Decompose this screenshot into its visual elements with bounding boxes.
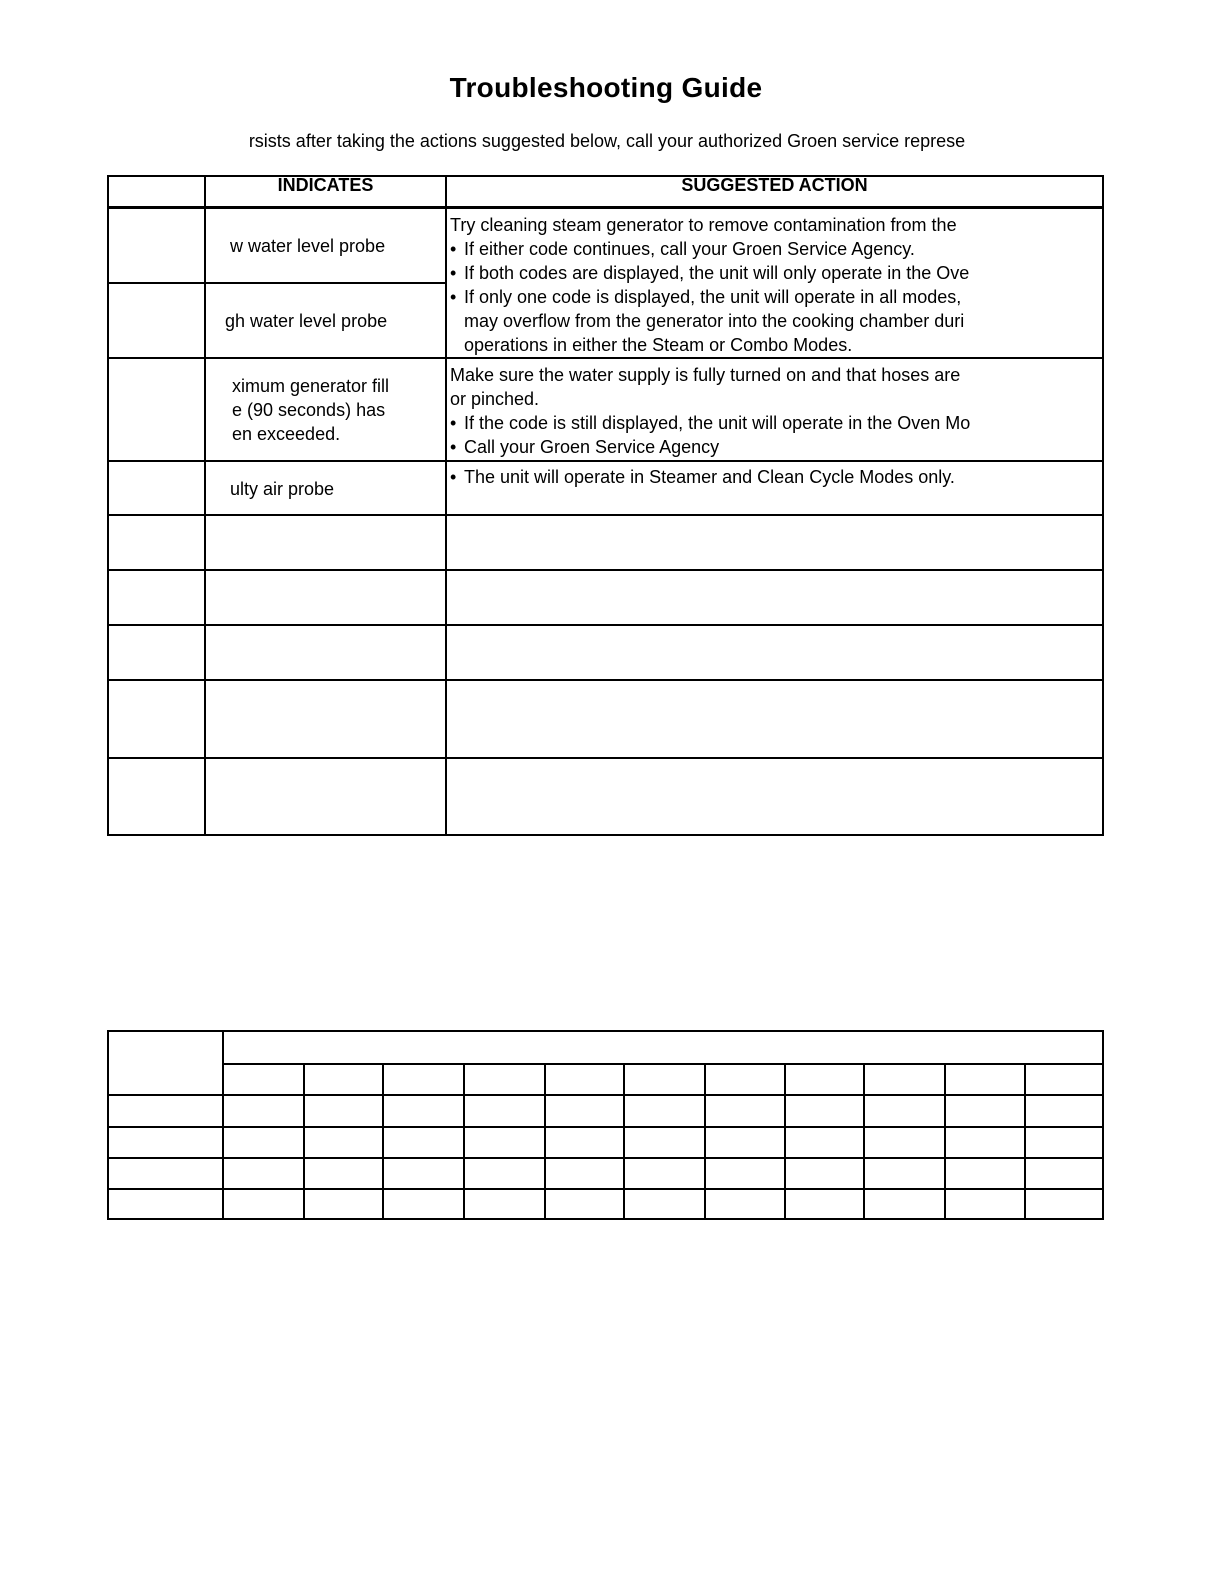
- action-bullet-line: • If either code continues, call your Groen Service Agency.: [450, 239, 915, 259]
- action-cell: [447, 465, 1102, 514]
- indicates-text: gh water level probe: [225, 310, 388, 331]
- action-continuation-line: operations in either the Steam or Combo Modes.: [464, 335, 853, 355]
- action-bullet-line: • Call your Groen Service Agency: [450, 437, 720, 457]
- header-indicates: INDICATES: [277, 175, 374, 195]
- header-suggested-action: SUGGESTED ACTION: [681, 175, 868, 195]
- page-subtitle: rsists after taking the actions suggested below, call your authorized Groen service represe: [248, 131, 966, 151]
- action-cell: [447, 363, 1102, 460]
- action-line: Try cleaning steam generator to remove contamination from the: [450, 215, 957, 235]
- action-cell: [447, 213, 1102, 357]
- action-continuation-line: may overflow from the generator into the cooking chamber duri: [464, 311, 965, 331]
- indicates-text: w water level probe: [230, 235, 386, 256]
- action-line: or pinched.: [450, 389, 540, 409]
- indicates-cell: [206, 462, 445, 514]
- indicates-text: ximum generator fill e (90 seconds) has en exceeded.: [232, 375, 390, 444]
- action-line: Make sure the water supply is fully turned on and that hoses are: [450, 365, 961, 385]
- action-bullet-line: • The unit will operate in Steamer and Clean Cycle Modes only.: [450, 467, 955, 487]
- action-bullet-line: • If the code is still displayed, the unit will operate in the Oven Mo: [450, 413, 971, 433]
- troubleshooting-table: [107, 175, 1104, 836]
- action-bullet-line: • If only one code is displayed, the unit will operate in all modes,: [450, 287, 962, 307]
- header-code: [109, 175, 204, 211]
- indicates-cell: [206, 209, 445, 282]
- indicates-text: ulty air probe: [230, 479, 335, 499]
- action-bullet-line: • If both codes are displayed, the unit will only operate in the Ove: [450, 263, 970, 283]
- empty-grid-table: [107, 1030, 1104, 1220]
- page-title: Troubleshooting Guide: [449, 72, 763, 103]
- indicates-cell: [206, 284, 445, 357]
- indicates-cell: [206, 359, 445, 460]
- grid-border: [108, 1031, 1103, 1219]
